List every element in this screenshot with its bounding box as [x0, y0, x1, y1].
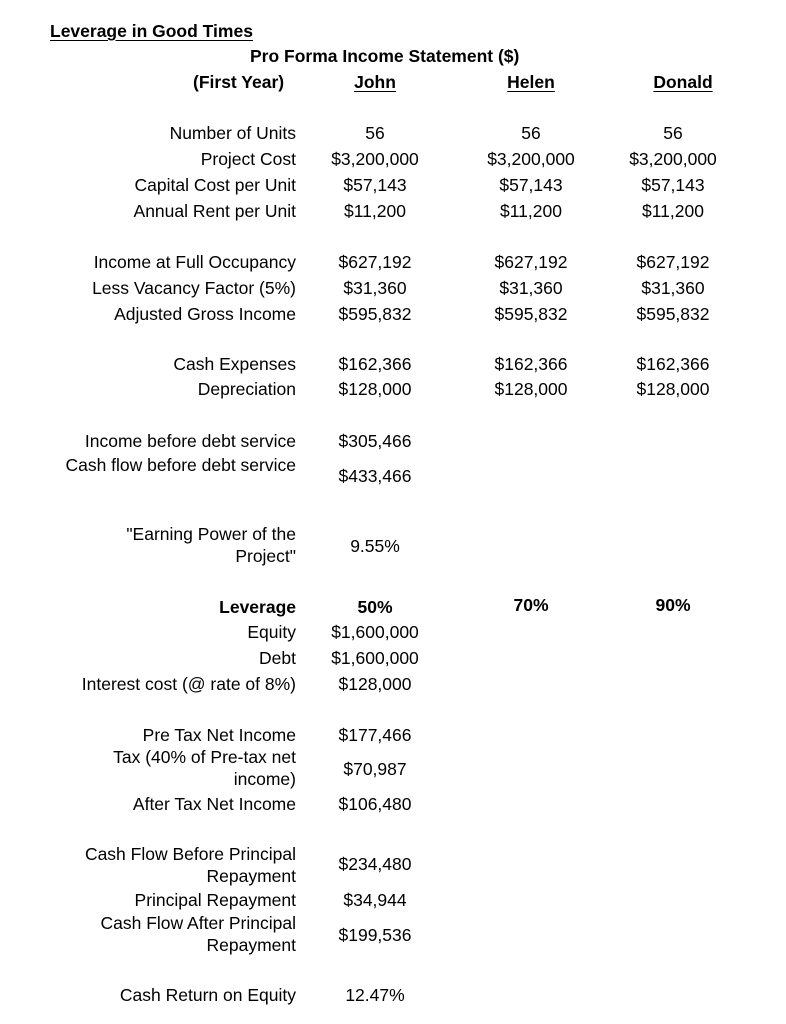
row-label: Interest cost (@ rate of 8%)	[81, 674, 296, 694]
helen-value: $57,143	[499, 175, 563, 195]
donald-value: 56	[663, 123, 683, 143]
donald-value: $31,360	[641, 278, 705, 298]
helen-value: $31,360	[499, 278, 563, 298]
helen-value: 56	[521, 123, 541, 143]
john-value: $1,600,000	[331, 622, 419, 642]
row-label: Income before debt service	[84, 431, 296, 451]
helen-value: $595,832	[494, 304, 568, 324]
row-label: Cash flow before debt service	[65, 455, 296, 475]
john-value: $1,600,000	[331, 648, 419, 668]
john-value: $128,000	[338, 674, 412, 694]
john-value: $11,200	[344, 201, 406, 221]
donald-value: $128,000	[636, 379, 710, 399]
donald-value: $3,200,000	[629, 149, 717, 169]
john-value: $305,466	[338, 431, 412, 451]
row-label: After Tax Net Income	[132, 794, 296, 814]
helen-value: $162,366	[494, 354, 568, 374]
john-value: $595,832	[338, 304, 412, 324]
helen-leverage: 70%	[513, 595, 549, 615]
row-label: Pre Tax Net Income	[142, 725, 296, 745]
leverage-label: Leverage	[219, 597, 296, 617]
john-value: $162,366	[338, 354, 412, 374]
row-label: Capital Cost per Unit	[134, 175, 296, 195]
row-label: Less Vacancy Factor (5%)	[92, 278, 296, 298]
john-value: 12.47%	[345, 985, 405, 1005]
row-label: Number of Units	[169, 123, 296, 143]
john-value: $199,536	[338, 925, 412, 945]
helen-value: $11,200	[500, 201, 562, 221]
john-value: $433,466	[338, 466, 412, 486]
john-value: 9.55%	[350, 536, 400, 556]
statement-subtitle: Pro Forma Income Statement ($)	[250, 46, 520, 66]
helen-value: $128,000	[494, 379, 568, 399]
john-leverage: 50%	[357, 597, 393, 617]
john-value: $3,200,000	[331, 149, 419, 169]
helen-value: $3,200,000	[487, 149, 575, 169]
helen-value: $627,192	[494, 252, 568, 272]
row-label: Debt	[259, 648, 296, 668]
row-label: Income at Full Occupancy	[93, 252, 296, 272]
row-label: Tax (40% of Pre-tax net income)	[113, 747, 296, 789]
column-header-donald: Donald	[653, 72, 713, 92]
donald-value: $595,832	[636, 304, 710, 324]
john-value: $31,360	[343, 278, 407, 298]
row-label: Principal Repayment	[134, 890, 296, 910]
row-label: Annual Rent per Unit	[133, 201, 296, 221]
column-header-helen: Helen	[507, 72, 555, 92]
donald-value: $57,143	[641, 175, 705, 195]
john-value: $106,480	[338, 794, 412, 814]
john-value: 56	[365, 123, 385, 143]
john-value: $128,000	[338, 379, 412, 399]
column-header-john: John	[354, 72, 396, 92]
row-label: Cash Flow After Principal Repayment	[100, 913, 296, 955]
donald-value: $11,200	[642, 201, 704, 221]
row-label: Project Cost	[200, 149, 296, 169]
john-value: $177,466	[338, 725, 412, 745]
john-value: $57,143	[343, 175, 407, 195]
row-label: Cash Flow Before Principal Repayment	[84, 844, 296, 886]
row-label: Adjusted Gross Income	[114, 304, 296, 324]
donald-value: $627,192	[636, 252, 710, 272]
row-label: Equity	[247, 622, 296, 642]
john-value: $627,192	[338, 252, 412, 272]
row-label: "Earning Power of the Project"	[126, 524, 296, 566]
john-value: $70,987	[343, 759, 407, 779]
donald-leverage: 90%	[655, 595, 691, 615]
row-label: Cash Expenses	[173, 354, 296, 374]
john-value: $234,480	[338, 854, 412, 874]
document-title: Leverage in Good Times	[50, 21, 253, 41]
row-label: Depreciation	[197, 379, 296, 399]
john-value: $34,944	[343, 890, 407, 910]
row-label: Cash Return on Equity	[119, 985, 296, 1005]
donald-value: $162,366	[636, 354, 710, 374]
year-label: (First Year)	[193, 72, 285, 92]
